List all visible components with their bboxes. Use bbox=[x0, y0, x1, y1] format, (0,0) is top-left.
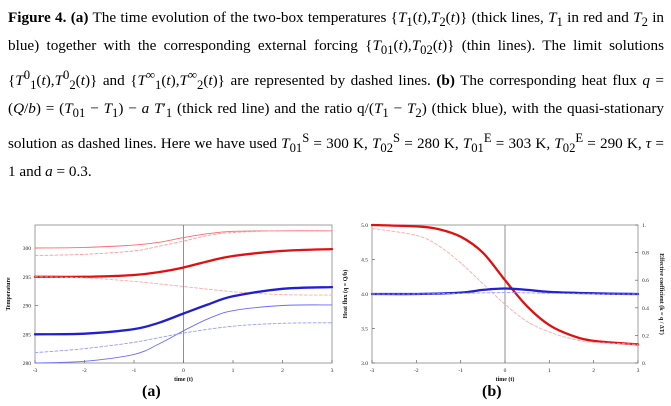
x-tick-label: -1 bbox=[131, 368, 137, 374]
x-tick-label: -3 bbox=[369, 368, 375, 374]
y-tick-label: 4.5 bbox=[361, 257, 368, 264]
y2-tick-label: 0.2 bbox=[642, 333, 649, 340]
y-tick-label: 290 bbox=[22, 303, 31, 310]
y-tick-label: 4.0 bbox=[361, 292, 368, 298]
y2-tick-label: 0.6 bbox=[642, 278, 649, 285]
x-tick-label: 1 bbox=[231, 368, 235, 374]
y-tick-label: 3.0 bbox=[361, 361, 368, 367]
caption-text: = 1 and bbox=[8, 134, 664, 181]
caption-text: } are represented by dashed lines. bbox=[217, 71, 437, 89]
x-tick-label: 2 bbox=[592, 368, 596, 374]
x-tick-label: 0 bbox=[182, 368, 185, 374]
y-tick-label: 300 bbox=[22, 246, 31, 252]
x-tick-label: -3 bbox=[32, 368, 38, 374]
caption-text: in red and bbox=[562, 9, 634, 26]
caption-text: = 300 K, bbox=[309, 134, 372, 152]
x-tick-label: 1 bbox=[547, 368, 551, 374]
y-tick-label: 5.0 bbox=[361, 223, 368, 229]
caption-text: The corresponding heat flux bbox=[454, 71, 643, 89]
caption-text: (thick red line) and the ratio q/( bbox=[172, 100, 374, 118]
y2-axis-label: Effective coefficient (k = q / ΔT) bbox=[658, 253, 664, 335]
caption-b-tag: (b) bbox=[436, 71, 455, 89]
y-tick-label: 280 bbox=[22, 361, 31, 367]
chart-a bbox=[0, 222, 335, 382]
x-tick-label: 3 bbox=[636, 368, 640, 374]
y2-tick-label: 1. bbox=[642, 223, 647, 229]
caption-text: } (thin lines). The limit solutions { bbox=[8, 37, 664, 89]
caption-text: ) (thick blue), with the quasi-stationary solution as dashed lines. Here we have used bbox=[8, 100, 664, 152]
x-tick-label: 3 bbox=[330, 368, 334, 374]
y-tick-label: 285 bbox=[22, 332, 31, 339]
y-axis-label: Temperature bbox=[6, 277, 12, 311]
y2-tick-label: 0.8 bbox=[642, 250, 649, 257]
figure-number: Figure 4. bbox=[8, 9, 67, 26]
panel-label-b: (b) bbox=[482, 383, 502, 400]
x-axis-label: time (t) bbox=[495, 377, 515, 382]
x-tick-label: -2 bbox=[414, 368, 419, 374]
x-tick-label: 2 bbox=[281, 368, 284, 374]
y2-tick-label: 0.4 bbox=[642, 305, 649, 312]
caption-text: = 290 K, bbox=[583, 134, 646, 152]
caption-text: = 303 K, bbox=[491, 134, 555, 152]
caption-text: in blue) together with the corresponding external forcing { bbox=[8, 9, 665, 55]
y-axis-label: Heat flux (q = Q/b) bbox=[343, 269, 349, 319]
panel-label-a: (a) bbox=[142, 383, 161, 400]
y-tick-label: 295 bbox=[22, 274, 31, 281]
caption-text: = 0.3. bbox=[52, 163, 92, 181]
y-tick-label: 3.5 bbox=[361, 326, 368, 333]
x-axis-label: time (t) bbox=[174, 377, 193, 382]
x-tick-label: 0 bbox=[503, 368, 507, 374]
x-tick-label: -1 bbox=[458, 368, 463, 374]
figure-caption: Figure 4. (a) The time evolution of the two-box temperatures $\{T_1(t),T_2(t)\}$ (thick lines, $T_1$ in red and $T_2$ in blue) together with the corresponding external forcing $\{T_{01}(t),T_{02}(t)\}$ (thin lines). The limit solutions $\{T^0_1(t),T^0_2(t)\}$ and $\{T^\infty_1(t),T^\infty_2(t)\}$ are represented by dashed lines. (b) The corresponding heat flux $q = (Q/b) = (T_{01} - T_1) - a$ $T'_1$ (thick red line) and the ratio $q/(T_1 - T_2)$ (thick blue), with the quasi-stationary solution as dashed lines. Here we have used $T_{01}^S = 300$ K, $T_{02}^S = 280$ K, $T_{01}^E = 303$ K, $T_{02}^E = 290$ K, τ = 1 and a = 0.3. bbox=[8, 9, 665, 181]
caption-text: } and { bbox=[90, 71, 138, 89]
caption-a-tag: (a) bbox=[70, 9, 89, 26]
caption-text: = 280 K, bbox=[400, 134, 463, 152]
y2-tick-label: 0. bbox=[642, 361, 647, 367]
caption-text: The time evolution of the two-box temperatures { bbox=[88, 9, 398, 26]
caption-text: } (thick lines, bbox=[460, 9, 549, 26]
x-tick-label: -2 bbox=[82, 368, 87, 374]
chart-b bbox=[336, 222, 671, 382]
